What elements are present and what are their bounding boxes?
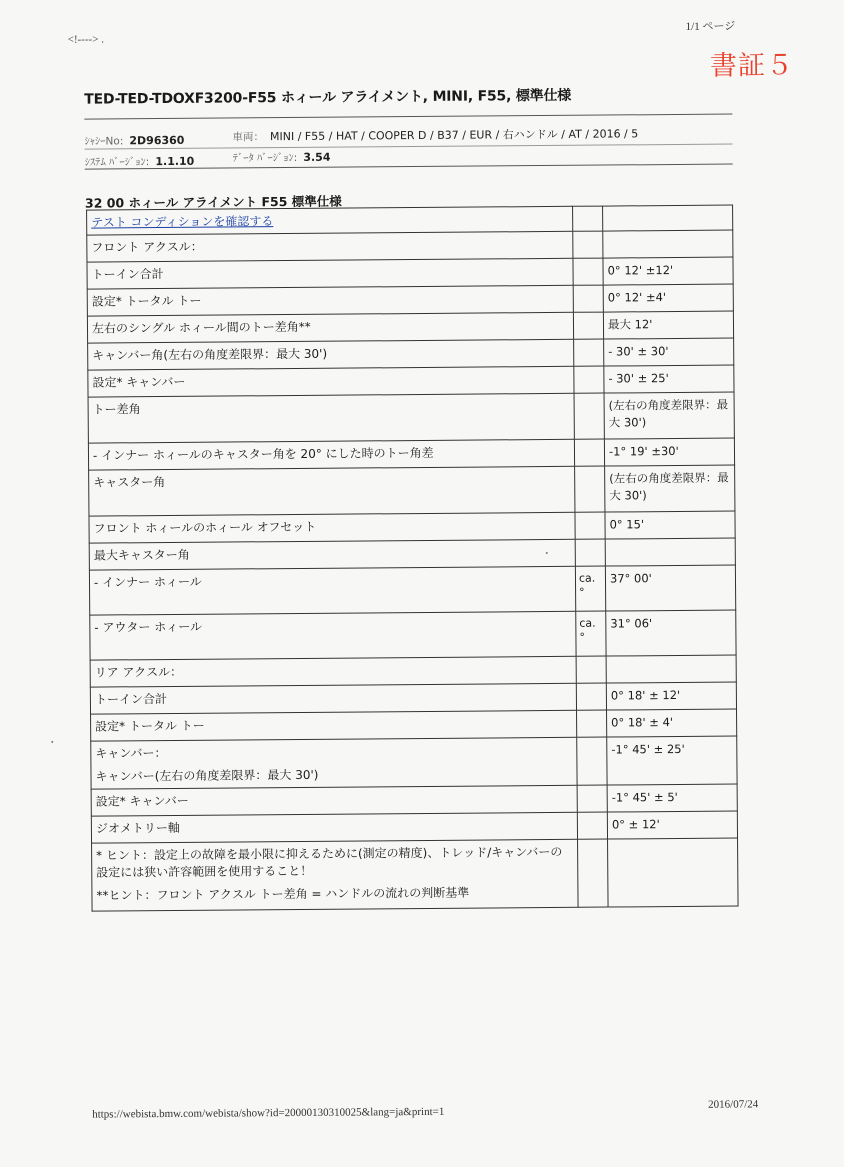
vehicle-info	[232, 125, 638, 144]
row-value: 31° 06'	[606, 610, 736, 656]
row-value: 0° ± 12'	[607, 811, 737, 839]
system-version-label: ｼｽﾃﾑ ﾊﾞｰｼﾞｮﾝ:	[84, 156, 150, 169]
row-label: - インナー ホィール	[89, 566, 575, 615]
row-value: 0° 18' ± 4'	[607, 709, 737, 737]
row-label: 設定* トータル トー	[91, 710, 577, 741]
row-label[interactable]	[87, 206, 573, 235]
table-row	[90, 610, 736, 660]
row-label	[91, 737, 577, 789]
row-value: 最大 12'	[603, 311, 733, 339]
footer-url: https://webista.bmw.com/webista/show?id=20000130310025&lang=ja&print=1	[92, 1105, 445, 1121]
row-unit	[573, 258, 603, 285]
data-version-value: 3.54	[303, 150, 331, 164]
chassis-info	[84, 133, 184, 149]
row-unit	[578, 839, 609, 907]
camber-limit-note: キャンバー(左右の角度差限界：最大 30')	[95, 767, 319, 784]
row-unit	[576, 656, 606, 683]
row-value: - 30' ± 25'	[604, 365, 734, 393]
row-value: (左右の角度差限界：最大 30')	[605, 465, 735, 512]
row-value	[608, 838, 739, 907]
row-value: 37° 00'	[605, 565, 735, 611]
html-comment-text: <!----> .	[67, 33, 105, 46]
row-label: フロント アクスル：	[87, 231, 573, 262]
speck-mark	[546, 552, 548, 554]
row-unit	[574, 339, 604, 366]
row-value: -1° 45' ± 5'	[607, 784, 737, 812]
row-unit	[577, 710, 607, 737]
title-rule	[84, 114, 732, 120]
row-value: 0° 18' ± 12'	[606, 682, 736, 710]
row-label: 設定* トータル トー	[87, 285, 573, 316]
row-value: 0° 12' ±4'	[603, 284, 733, 312]
table-row	[89, 465, 735, 516]
table-row	[89, 565, 735, 615]
row-unit	[575, 512, 605, 539]
row-value: 0° 12' ±12'	[603, 257, 733, 285]
data-version-label: ﾃﾞｰﾀ ﾊﾞｰｼﾞｮﾝ:	[232, 151, 298, 165]
section-title: 32 00 ホィール アライメント F55 標準仕様	[84, 193, 342, 211]
row-value: (左右の角度差限界：最大 30')	[604, 392, 734, 439]
row-unit	[577, 785, 607, 812]
row-unit	[577, 812, 607, 839]
row-label: リア アクスル：	[90, 656, 576, 687]
row-label: 最大キャスター角	[89, 539, 575, 570]
row-unit	[573, 206, 603, 231]
hint-2: **ヒント：フロント アクスル トー差角 = ハンドルの流れの判断基準	[96, 885, 470, 903]
row-label: フロント ホィールのホィール オフセット	[89, 512, 575, 543]
row-label: トーイン合計	[87, 258, 573, 289]
row-label: 左右のシングル ホィール間のトー差角**	[87, 312, 573, 343]
speck-mark	[51, 741, 53, 743]
row-unit	[573, 312, 603, 339]
row-value: -1° 19' ±30'	[604, 438, 734, 466]
table-row	[91, 736, 737, 789]
row-label: キャンバー角(左右の角度差限界：最大 30')	[88, 339, 574, 370]
row-label: 設定* キャンバー	[88, 366, 574, 397]
row-unit	[577, 737, 607, 785]
row-value	[603, 230, 733, 258]
row-label: キャスター角	[89, 466, 575, 516]
row-label: ジオメトリー軸	[91, 812, 577, 843]
camber-heading: キャンバー：	[95, 746, 167, 761]
row-label: 設定* キャンバー	[91, 785, 577, 816]
row-unit	[574, 366, 604, 393]
row-unit	[573, 285, 603, 312]
chassis-label: ｼｬｼｰNo:	[84, 135, 124, 148]
row-value: -1° 45' ± 25'	[607, 736, 737, 785]
row-label: トーイン合計	[90, 683, 576, 714]
row-unit	[576, 683, 606, 710]
row-value: - 30' ± 30'	[604, 338, 734, 366]
footer-date: 2016/07/24	[708, 1098, 759, 1111]
table-row	[88, 392, 734, 443]
document-title: TED-TED-TDOXF3200-F55 ホィール アライメント, MINI, F55, 標準仕様	[84, 87, 572, 108]
row-label: トー差角	[88, 393, 574, 443]
row-label: - インナー ホィールのキャスター角を 20° にした時のトー角差	[88, 439, 574, 470]
system-version-value: 1.1.10	[155, 154, 195, 169]
row-unit: ca. °	[575, 566, 605, 611]
hint-1: * ヒント：設定上の故障を最小限に抑えるために(測定の精度)、トレッド/キャンバーの設定には狭い許容範囲を使用すること！	[96, 844, 563, 880]
row-unit	[575, 466, 605, 512]
evidence-stamp: 書証５	[709, 50, 795, 82]
test-conditions-link[interactable]: テスト コンディションを確認する	[91, 214, 274, 230]
vehicle-label: 車両：	[232, 131, 265, 144]
row-unit	[573, 231, 603, 258]
row-value	[603, 205, 733, 231]
row-unit	[574, 393, 604, 439]
row-value: 0° 15'	[605, 511, 735, 539]
hints-cell	[92, 839, 579, 911]
data-version-info	[233, 150, 331, 166]
alignment-spec-table	[86, 205, 738, 912]
row-label: - アウター ホィール	[90, 611, 576, 660]
row-value	[606, 655, 736, 683]
row-value	[605, 538, 735, 566]
table-row-hints	[92, 838, 739, 911]
page-number: 1/1 ページ	[685, 20, 736, 33]
vehicle-value: MINI / F55 / HAT / COOPER D / B37 / EUR / 右ハンドル / AT / 2016 / 5	[269, 127, 639, 144]
row-unit	[575, 539, 605, 566]
chassis-value: 2D96360	[129, 133, 185, 148]
row-unit	[574, 439, 604, 466]
row-unit: ca. °	[576, 611, 606, 656]
